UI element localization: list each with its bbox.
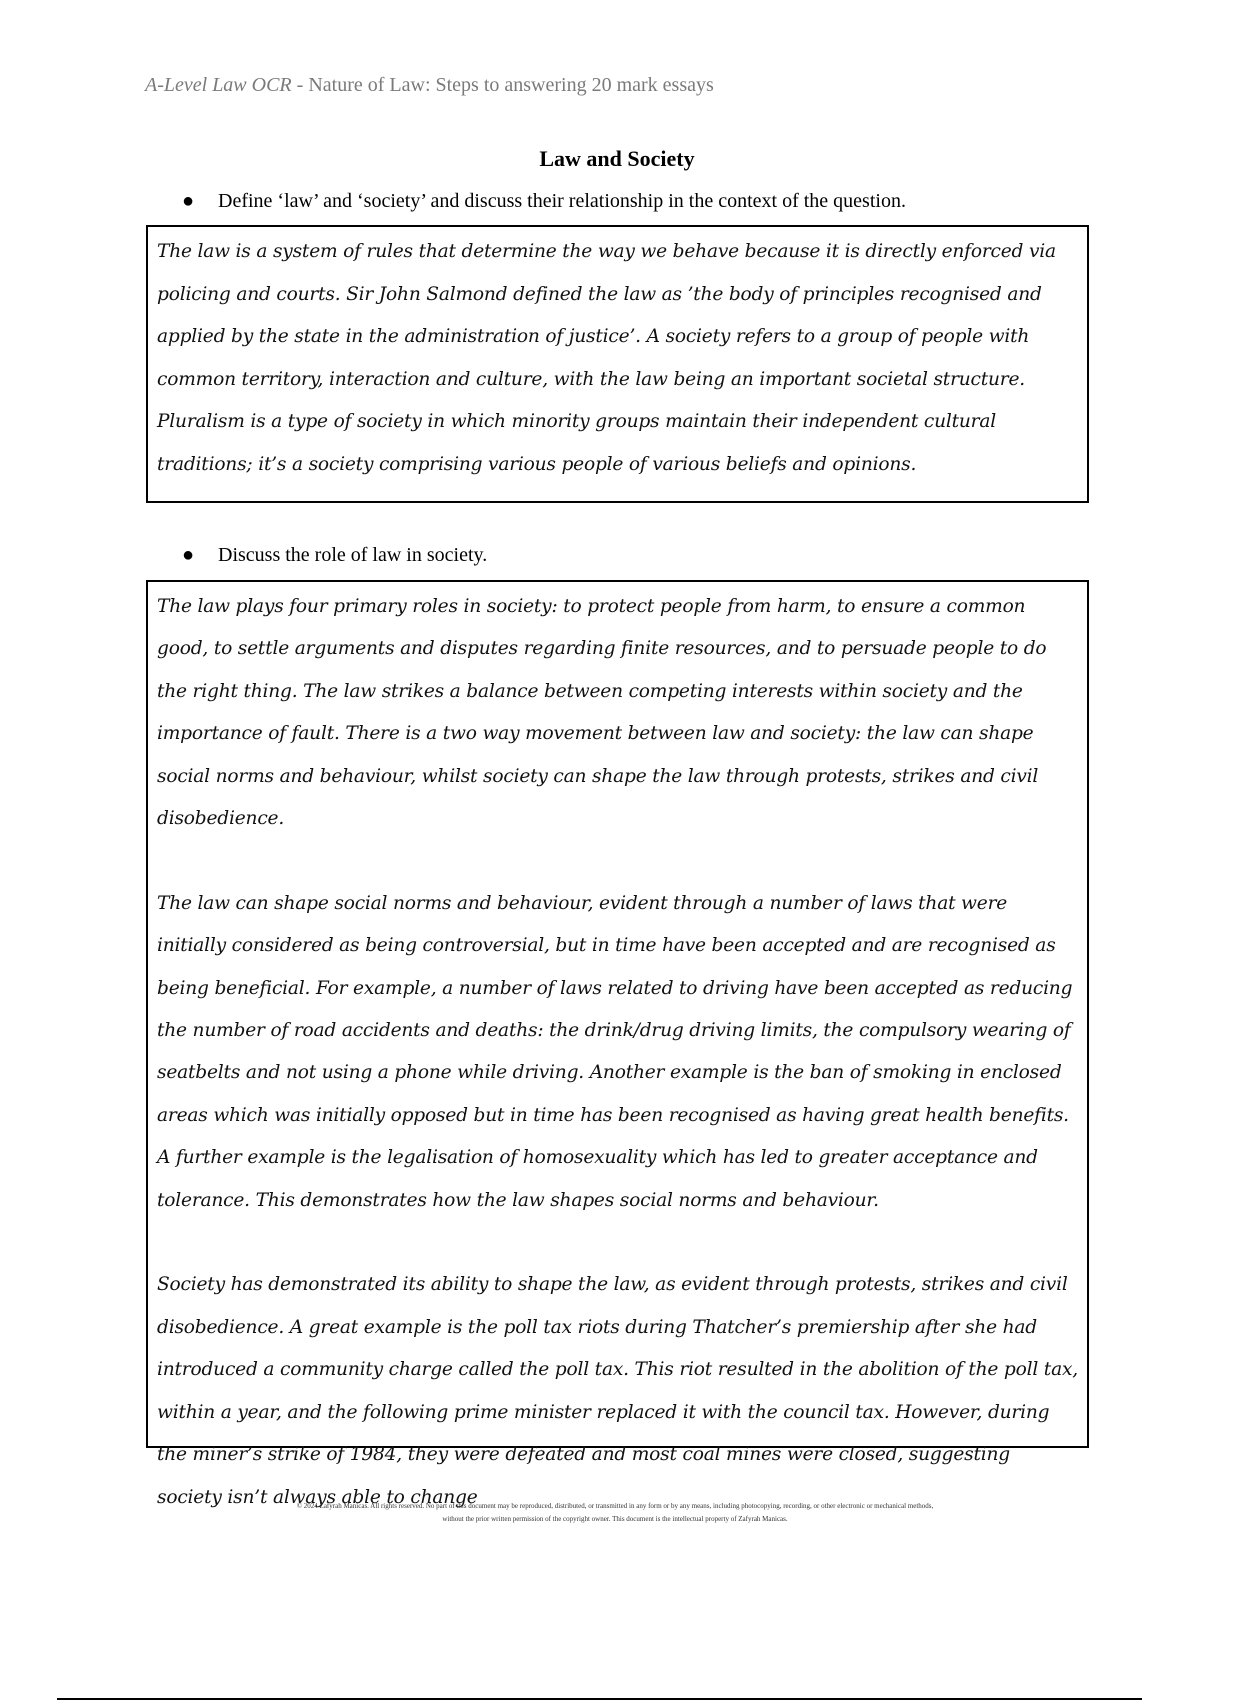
copyright-notice xyxy=(150,1500,1080,1526)
header-separator: - xyxy=(291,74,309,96)
page-header xyxy=(145,74,714,97)
copyright-line: without the prior written permission of the copyright owner. This document is the intellectual property of Zafyrah Manicas. xyxy=(442,1515,788,1523)
bullet-item-define-law-society xyxy=(182,190,906,213)
answer-paragraph: The law can shape social norms and behaviour, evident through a number of laws that were initially considered as being controversial, but in time have been accepted and are recognised as being beneficial. For example, a number of laws related to driving have been accepted as reducing the number of road accidents and deaths: the drink/drug driving limits, the compulsory wearing of seatbelts and not using a phone while driving. Another example is the ban of smoking in enclosed areas which was initially opposed but in time has been recognised as having great health benefits. A further example is the legalisation of homosexuality which has led to greater acceptance and tolerance. This demonstrates how the law shapes social norms and behaviour. xyxy=(157,892,1073,1211)
answer-box-definitions xyxy=(146,225,1089,503)
section-title: Law and Society xyxy=(539,146,695,171)
copyright-line: © 2024 Zafyrah Manicas. All rights reserved. No part of this document may be reproduced, distributed, or transmitted in any form or by any means, including photocopying, recording, or other electronic or mechanical methods, xyxy=(296,1502,934,1510)
document-topic: Nature of Law: Steps to answering 20 mark essays xyxy=(308,74,714,96)
answer-paragraph: The law plays four primary roles in society: to protect people from harm, to ensure a common good, to settle arguments and disputes regarding finite resources, and to persuade people to do the right thing. The law strikes a balance between competing interests within society and the importance of fault. There is a two way movement between law and society: the law can shape social norms and behaviour, whilst society can shape the law through protests, strikes and civil disobedience. xyxy=(157,596,1047,830)
answer-paragraph: Society has demonstrated its ability to shape the law, as evident through protests, strikes and civil disobedience. A great example is the poll tax riots during Thatcher’s premiership after she had introduced a community charge called the poll tax. This riot resulted in the abolition of the poll tax, within a year, and the following prime minister replaced it with the council tax. However, during the miner’s strike of 1984, they were defeated and most coal mines were closed, suggesting society isn’t always able to change xyxy=(157,1274,1078,1508)
course-name: A-Level Law OCR xyxy=(145,74,292,96)
bullet-item-role-of-law xyxy=(182,544,487,567)
bullet-dot-icon: ● xyxy=(182,544,195,566)
answer-paragraph: The law is a system of rules that determine the way we behave because it is directly enforced via policing and courts. Sir John Salmond defined the law as ’the body of principles recognised and applied by the state in the administration of justice’. A society refers to a group of people with common territory, interaction and culture, with the law being an important societal structure. Pluralism is a type of society in which minority groups maintain their independent cultural traditions; it’s a society comprising various people of various beliefs and opinions. xyxy=(157,241,1056,475)
bullet-text: Define ‘law’ and ‘society’ and discuss their relationship in the context of the question. xyxy=(218,190,906,212)
bullet-dot-icon: ● xyxy=(182,190,195,212)
bullet-text: Discuss the role of law in society. xyxy=(218,544,488,566)
